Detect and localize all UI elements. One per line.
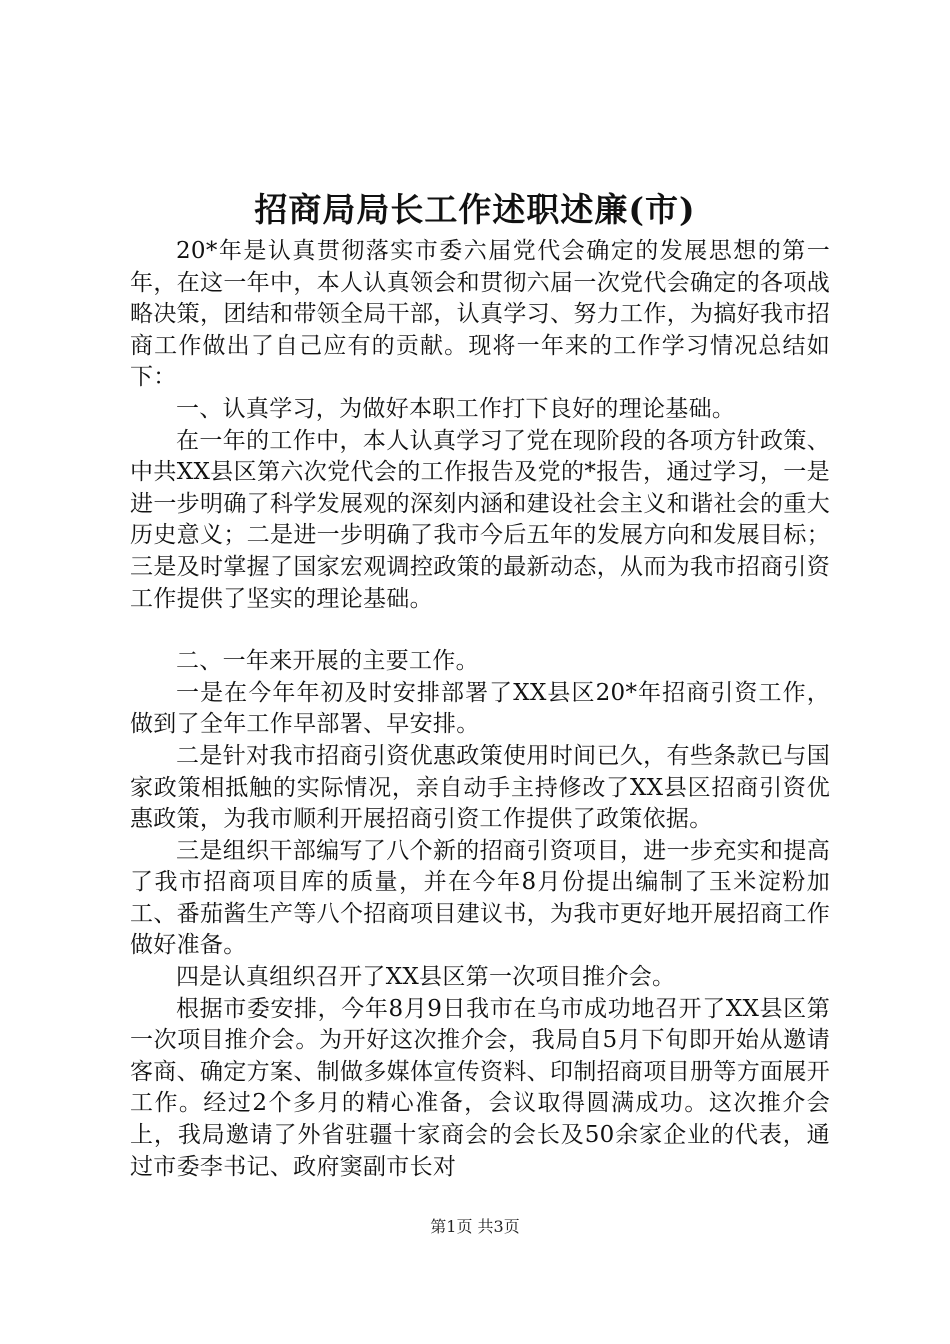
paragraph-item-4: 四是认真组织召开了XX县区第一次项目推介会。 — [176, 964, 676, 991]
document-body — [130, 236, 830, 1183]
page-footer: 第1页 共3页 — [430, 1217, 520, 1236]
section-heading-1: 一、认真学习，为做好本职工作打下良好的理论基础。 — [176, 395, 736, 422]
paragraph-conference: 根据市委安排，今年8月9日我市在乌市成功地召开了XX县区第一次项目推介会。为开好这次推介会，我局自5月下旬即开始从邀请客商、确定方案、制做多媒体宣传资料、印制招商项目册等方面展开工作。经过2个多月的精心准备，会议取得圆满成功。这次推介会上，我局邀请了外省驻疆十家商会的会长及50余家企业的代表，通过市委李书记、政府窦副市长对 — [130, 995, 830, 1180]
paragraph-item-1: 一是在今年年初及时安排部署了XX县区20*年招商引资工作，做到了全年工作早部署、早安排。 — [130, 679, 830, 738]
document-title: 招商局局长工作述职述廉(市) — [254, 190, 696, 229]
paragraph-study: 在一年的工作中，本人认真学习了党在现阶段的各项方针政策、中共XX县区第六次党代会的工作报告及党的*报告，通过学习，一是进一步明确了科学发展观的深刻内涵和建设社会主义和谐社会的重大历史意义；二是进一步明确了我市今后五年的发展方向和发展目标；三是及时掌握了国家宏观调控政策的最新动态，从而为我市招商引资工作提供了坚实的理论基础。 — [130, 427, 830, 612]
paragraph-intro: 20*年是认真贯彻落实市委六届党代会确定的发展思想的第一年，在这一年中，本人认真领会和贯彻六届一次党代会确定的各项战略决策，团结和带领全局干部，认真学习、努力工作，为搞好我市招商工作做出了自己应有的贡献。现将一年来的工作学习情况总结如下： — [130, 238, 830, 391]
paragraph-item-2: 二是针对我市招商引资优惠政策使用时间已久，有些条款已与国家政策相抵触的实际情况，亲自动手主持修改了XX县区招商引资优惠政策，为我市顺利开展招商引资工作提供了政策依据。 — [130, 742, 830, 833]
section-heading-2: 二、一年来开展的主要工作。 — [176, 648, 479, 675]
paragraph-item-3: 三是组织干部编写了八个新的招商引资项目，进一步充实和提高了我市招商项目库的质量，并在今年8月份提出编制了玉米淀粉加工、番茄酱生产等八个招商项目建议书，为我市更好地开展招商工作做好准备。 — [130, 837, 830, 959]
